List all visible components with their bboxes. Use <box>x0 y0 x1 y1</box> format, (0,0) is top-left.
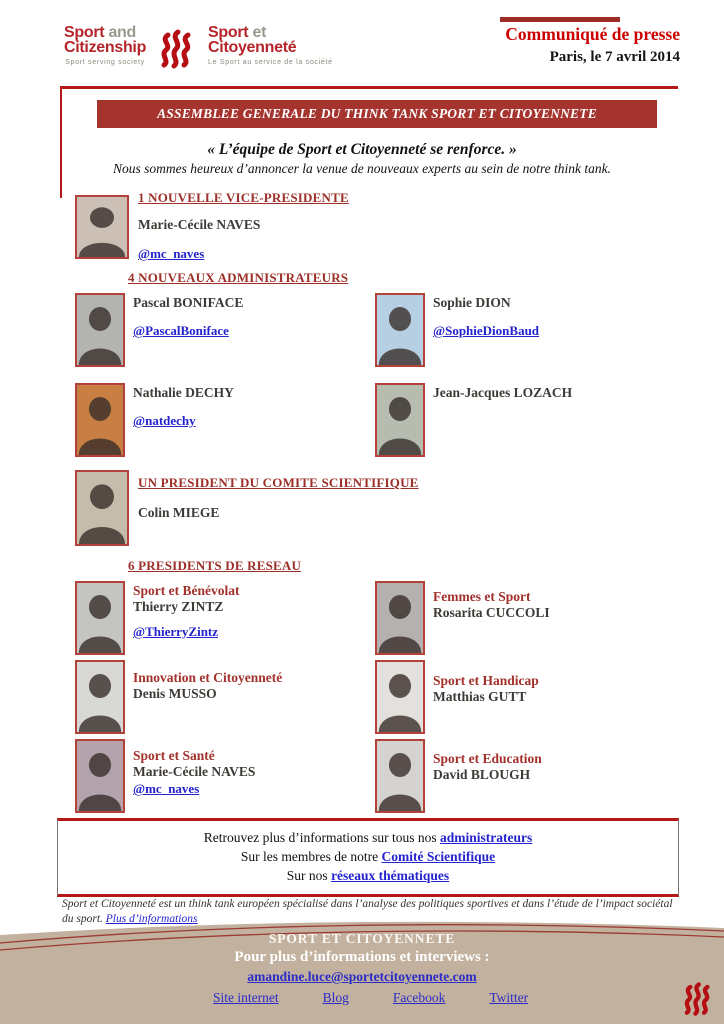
portrait-photo <box>75 195 129 259</box>
section-heading-administrateurs: 4 NOUVEAUX ADMINISTRATEURS <box>128 270 349 285</box>
person-name: Pascal BONIFACE <box>133 295 244 310</box>
section-heading-reseau: 6 PRESIDENTS DE RESEAU <box>128 558 302 573</box>
vice-presidente-card <box>75 188 349 262</box>
network-name: Sport et Education <box>433 751 542 766</box>
person-card <box>375 581 675 655</box>
network-name: Sport et Santé <box>133 748 215 763</box>
section-heading-comite: UN PRESIDENT DU COMITE SCIENTIFIQUE <box>138 475 419 490</box>
person-card <box>375 660 675 734</box>
person-silhouette-icon <box>377 295 423 365</box>
logo-english-block <box>64 25 146 66</box>
person-silhouette-icon <box>77 472 127 544</box>
press-release-label: Communiqué de presse <box>505 24 680 44</box>
person-card <box>375 293 675 367</box>
footer-org-name: SPORT ET CITOYENNETE <box>268 931 456 946</box>
person-card <box>75 383 375 457</box>
logo-fr-word1: Sport <box>208 24 249 41</box>
person-name: Marie-Cécile NAVES <box>133 764 256 779</box>
person-name: Colin MIEGE <box>138 505 220 520</box>
person-name: Jean-Jacques LOZACH <box>433 385 573 400</box>
footer-band <box>0 918 724 1024</box>
logo-en-word1: Sport <box>64 24 105 41</box>
person-name: Thierry ZINTZ <box>133 599 224 614</box>
comite-scientifique-link[interactable]: Comité Scientifique <box>381 849 496 864</box>
info-line-2-text: Sur les membres de notre <box>240 849 382 864</box>
person-silhouette-icon <box>377 741 423 811</box>
portrait-photo <box>375 383 425 457</box>
logo-fr-word2: et <box>252 24 267 41</box>
sss-swirl-logo-icon <box>680 978 716 1020</box>
person-card <box>75 581 375 655</box>
info-line-2 <box>58 847 678 866</box>
portrait-photo <box>375 293 425 367</box>
person-silhouette-icon <box>377 662 423 732</box>
twitter-link[interactable]: @natdechy <box>133 413 196 428</box>
person-name: Matthias GUTT <box>433 689 527 704</box>
person-silhouette-icon <box>77 583 123 653</box>
administrateurs-grid <box>75 293 675 457</box>
person-name: David BLOUGH <box>433 767 531 782</box>
person-silhouette-icon <box>77 385 123 455</box>
logo-en-word2: and <box>108 24 136 41</box>
person-card <box>75 293 375 367</box>
person-silhouette-icon <box>77 741 123 811</box>
site-internet-link[interactable]: Site internet <box>213 990 279 1005</box>
portrait-photo <box>75 293 125 367</box>
person-name: Nathalie DECHY <box>133 385 234 400</box>
footer-contact-block <box>0 931 724 986</box>
info-line-1-text: Retrouvez plus d’informations sur tous nos <box>203 830 440 845</box>
person-card <box>75 739 375 813</box>
portrait-photo <box>375 739 425 813</box>
portrait-photo <box>75 739 125 813</box>
org-logo <box>64 25 333 73</box>
person-name: Marie-Cécile NAVES <box>138 217 261 232</box>
comite-scientifique-card <box>75 470 419 546</box>
twitter-link[interactable]: @mc_naves <box>133 781 200 796</box>
dateline: Paris, le 7 avril 2014 <box>549 49 680 65</box>
plus-informations-link[interactable]: Plus d’informations <box>105 913 198 925</box>
info-line-1 <box>58 828 678 847</box>
person-silhouette-icon <box>77 662 123 732</box>
section-heading-vice-presidente: 1 NOUVELLE VICE-PRESIDENTE <box>138 190 349 205</box>
info-line-3-text: Sur nos <box>286 868 332 883</box>
person-silhouette-icon <box>77 295 123 365</box>
administrateurs-link[interactable]: administrateurs <box>439 830 533 845</box>
twitter-link[interactable]: @mc_naves <box>138 246 205 261</box>
intro-subtitle: Nous sommes heureux d’annoncer la venue de nouveaux experts au sein de notre think tank. <box>113 161 611 176</box>
person-name: Rosarita CUCCOLI <box>433 605 550 620</box>
portrait-photo <box>75 581 125 655</box>
reseaux-thematiques-link[interactable]: réseaux thématiques <box>331 868 450 883</box>
logo-en-word3: Citizenship <box>64 39 147 56</box>
title-banner: ASSEMBLEE GENERALE DU THINK TANK SPORT ET CITOYENNETE <box>97 100 657 128</box>
portrait-photo <box>75 470 129 546</box>
person-card <box>75 660 375 734</box>
sss-swirl-logo-icon <box>156 25 198 73</box>
person-silhouette-icon <box>77 197 127 257</box>
twitter-link[interactable]: @ThierryZintz <box>133 624 219 639</box>
portrait-photo <box>75 383 125 457</box>
person-silhouette-icon <box>377 583 423 653</box>
person-card <box>375 383 675 457</box>
footer-contact-line: Pour plus d’informations et interviews : <box>234 949 490 965</box>
twitter-link[interactable]: @PascalBoniface <box>133 323 229 338</box>
network-name: Femmes et Sport <box>433 589 531 604</box>
logo-en-tagline: Sport serving society <box>65 59 145 66</box>
reseaux-grid <box>75 581 675 813</box>
portrait-photo <box>375 660 425 734</box>
footer-links-row <box>213 990 528 1006</box>
facebook-link[interactable]: Facebook <box>392 990 446 1005</box>
twitter-link[interactable]: @SophieDionBaud <box>433 323 540 338</box>
network-name: Innovation et Citoyenneté <box>133 670 283 685</box>
network-name: Sport et Bénévolat <box>133 583 240 598</box>
twitter-account-link[interactable]: Twitter <box>489 990 529 1005</box>
network-name: Sport et Handicap <box>433 673 539 688</box>
press-header <box>505 24 680 66</box>
header-accent-bar <box>500 17 620 22</box>
more-info-box <box>57 818 679 897</box>
info-line-3 <box>58 866 678 885</box>
contact-email-link[interactable]: amandine.luce@sportetcitoyennete.com <box>247 969 477 984</box>
logo-french-block <box>208 25 333 66</box>
blog-link[interactable]: Blog <box>322 990 349 1005</box>
person-name: Denis MUSSO <box>133 686 217 701</box>
top-rule <box>62 86 678 89</box>
person-silhouette-icon <box>377 385 423 455</box>
headline-quote: « L’équipe de Sport et Citoyenneté se renforce. » <box>207 141 517 158</box>
person-name: Sophie DION <box>433 295 511 310</box>
person-card <box>375 739 675 813</box>
logo-fr-tagline: Le Sport au service de la société <box>208 59 333 66</box>
logo-fr-word3: Citoyenneté <box>208 39 297 56</box>
portrait-photo <box>75 660 125 734</box>
about-text-body: Sport et Citoyenneté est un think tank européen spécialisé dans l’analyse des politiques sportives et dans l’étude de l’impact sociétal du sport. <box>62 898 673 925</box>
portrait-photo <box>375 581 425 655</box>
